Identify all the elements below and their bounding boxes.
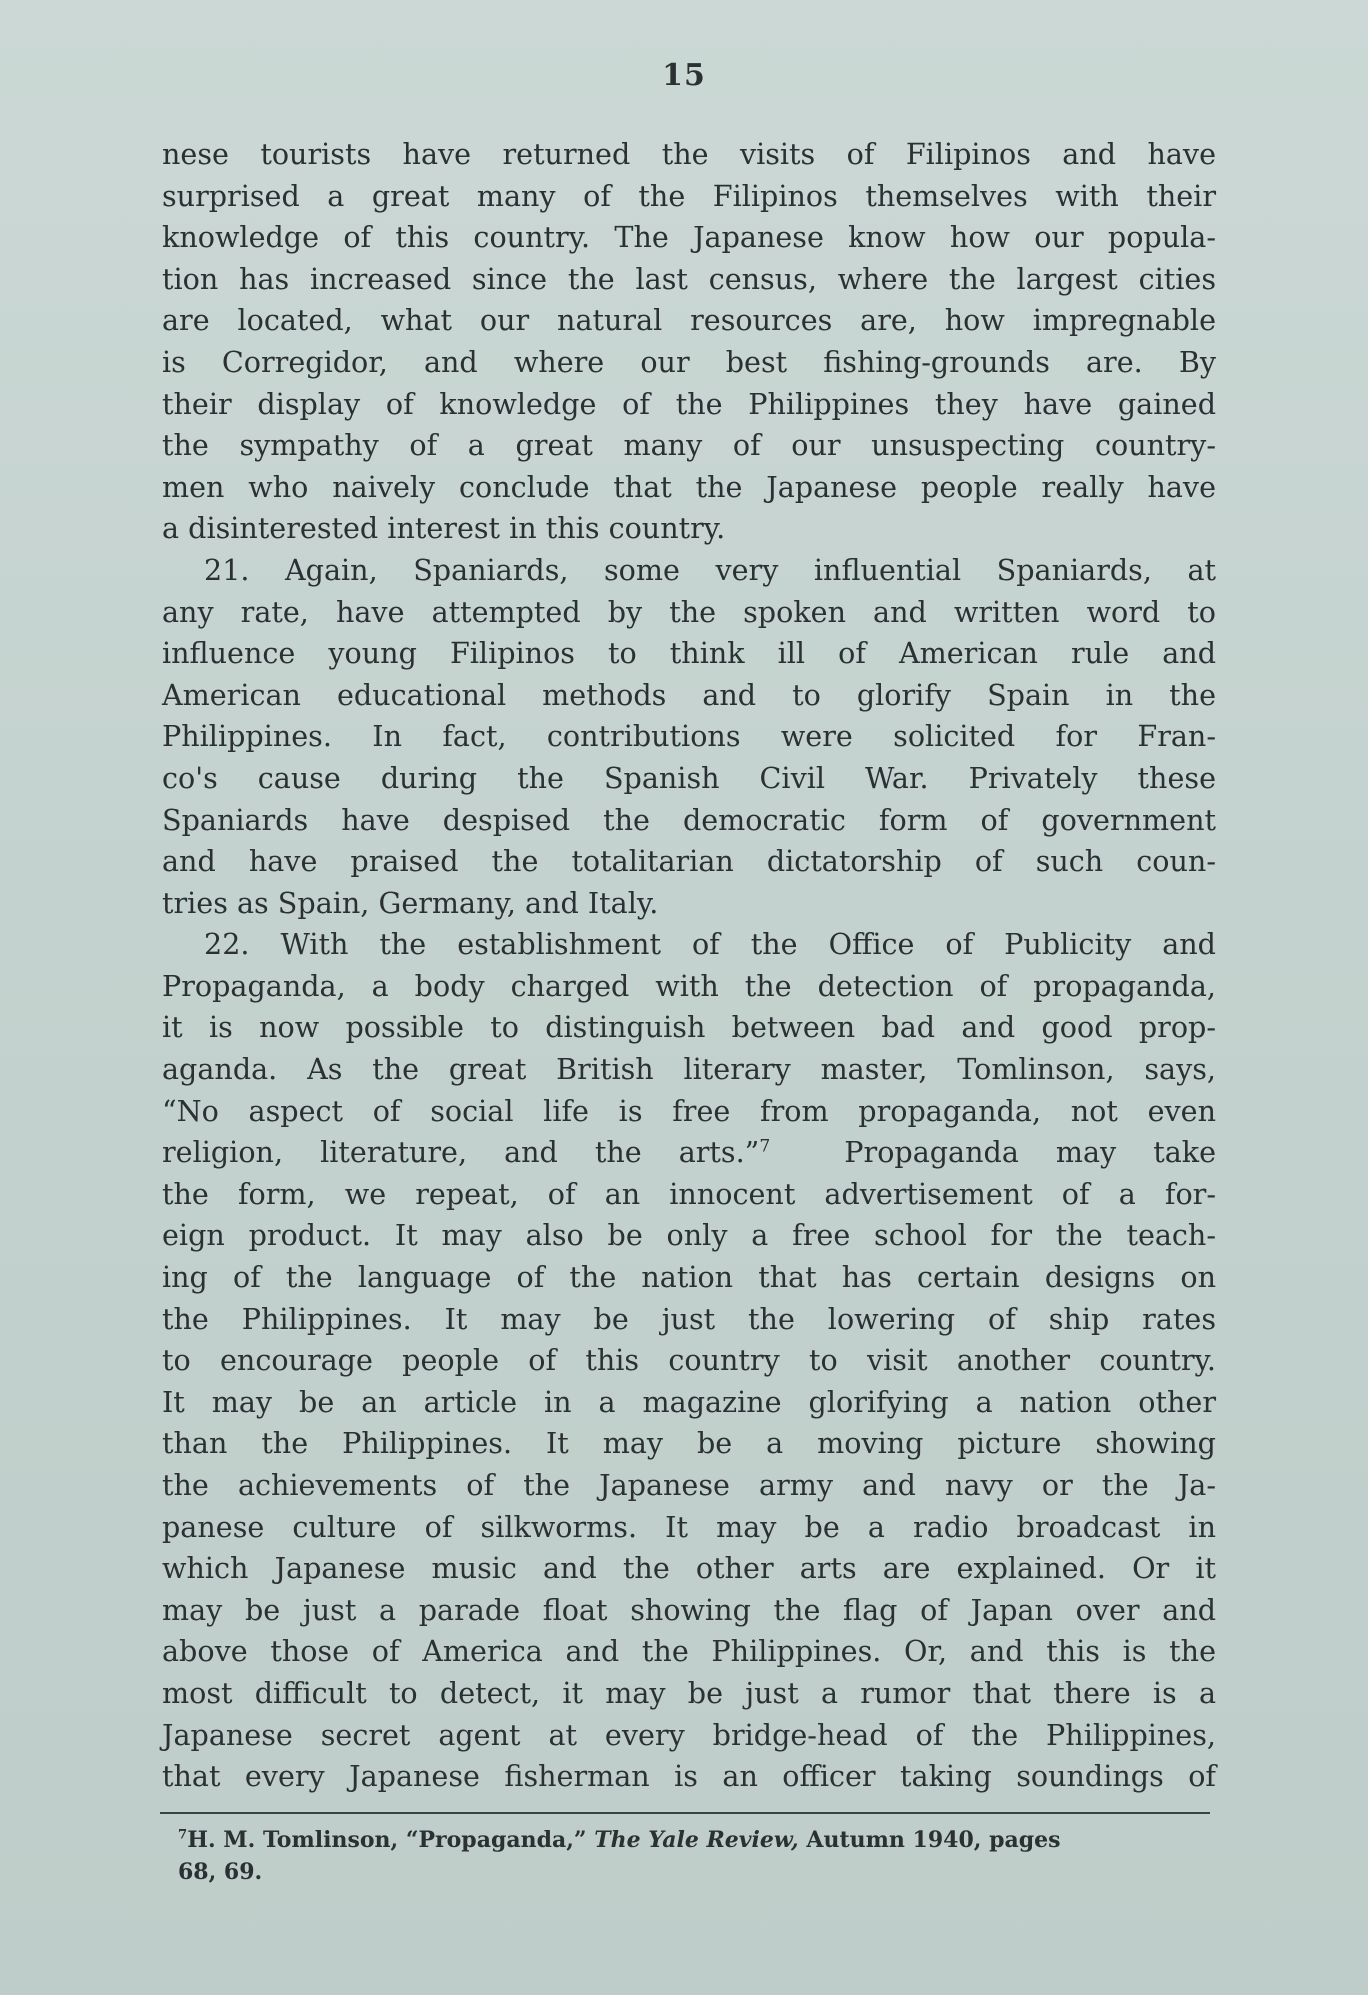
text-line: men who naively conclude that the Japanese people really have bbox=[162, 469, 1216, 504]
text-line: that every Japanese fisherman is an officer taking soundings of bbox=[162, 1759, 1216, 1794]
text-line: panese culture of silkworms. It may be a radio broadcast in bbox=[162, 1509, 1216, 1544]
text-line: ing of the language of the nation that has certain designs on bbox=[162, 1260, 1216, 1295]
paragraph-22-start: 22. With the establishment of the Office of Publicity and bbox=[204, 927, 1216, 962]
text-line: it is now possible to distinguish between bad and good prop- bbox=[162, 1010, 1216, 1045]
text-line: above those of America and the Philippines. Or, and this is the bbox=[162, 1634, 1216, 1669]
text-line: the achievements of the Japanese army and navy or the Ja- bbox=[162, 1468, 1216, 1502]
text-line: which Japanese music and the other arts are explained. Or it bbox=[162, 1551, 1216, 1586]
text-line: their display of knowledge of the Philippines they have gained bbox=[162, 386, 1216, 421]
text-line: co's cause during the Spanish Civil War. Privately these bbox=[162, 760, 1216, 795]
footnote-details: Autumn 1940, pages bbox=[806, 1827, 1061, 1853]
footnote-marker: 7 bbox=[178, 1827, 188, 1843]
footnote-reference: 7 bbox=[759, 1136, 771, 1157]
text-line: Philippines. In fact, contributions were solicited for Fran- bbox=[162, 719, 1216, 754]
text-line: and have praised the totalitarian dictatorship of such coun- bbox=[162, 844, 1216, 879]
text-line: eign product. It may also be only a free school for the teach- bbox=[162, 1218, 1216, 1253]
footnote bbox=[178, 1824, 1214, 1888]
footnote-publication: The Yale Review, bbox=[594, 1827, 799, 1853]
text-line: may be just a parade float showing the flag of Japan over and bbox=[162, 1592, 1216, 1627]
text-line: “No aspect of social life is free from propaganda, not even bbox=[162, 1093, 1216, 1128]
text-line: a disinterested interest in this country. bbox=[162, 511, 726, 546]
text-line: the form, we repeat, of an innocent advertisement of a for- bbox=[162, 1176, 1216, 1211]
text-line: tion has increased since the last census, where the largest cities bbox=[162, 261, 1216, 296]
text-line: Spaniards have despised the democratic form of government bbox=[162, 802, 1216, 837]
quote-continuation: Propaganda may take bbox=[844, 1135, 1217, 1170]
text-line: than the Philippines. It may be a moving picture showing bbox=[162, 1426, 1216, 1461]
body-text bbox=[162, 134, 1216, 1798]
text-line: aganda. As the great British literary master, Tomlinson, says, bbox=[162, 1052, 1216, 1087]
quote-text: religion, literature, and the arts.” bbox=[162, 1135, 760, 1170]
text-line: tries as Spain, Germany, and Italy. bbox=[162, 885, 659, 920]
text-line: to encourage people of this country to visit another country. bbox=[162, 1343, 1216, 1378]
footnote-pages: 68, 69. bbox=[178, 1859, 263, 1885]
page-number: 15 bbox=[662, 58, 706, 93]
text-line: American educational methods and to glorify Spain in the bbox=[162, 677, 1216, 712]
text-line: the sympathy of a great many of our unsuspecting country- bbox=[162, 428, 1216, 463]
text-line: knowledge of this country. The Japanese know how our popula- bbox=[162, 220, 1216, 255]
text-line: most difficult to detect, it may be just a rumor that there is a bbox=[162, 1675, 1216, 1710]
footnote-line bbox=[178, 1824, 1214, 1856]
text-line: Propaganda, a body charged with the detection of propaganda, bbox=[162, 968, 1216, 1003]
text-line-with-footnote-ref bbox=[162, 1132, 1216, 1174]
text-line: any rate, have attempted by the spoken and written word to bbox=[162, 594, 1216, 629]
footnote-divider bbox=[160, 1812, 1210, 1814]
text-line: It may be an article in a magazine glorifying a nation other bbox=[162, 1384, 1216, 1419]
text-line: surprised a great many of the Filipinos themselves with their bbox=[162, 178, 1216, 213]
paragraph-21-start: 21. Again, Spaniards, some very influential Spaniards, at bbox=[204, 552, 1216, 587]
text-line: are located, what our natural resources are, how impregnable bbox=[162, 303, 1216, 338]
text-line: Japanese secret agent at every bridge-head of the Philippines, bbox=[162, 1717, 1216, 1752]
text-line: nese tourists have returned the visits of Filipinos and have bbox=[162, 137, 1216, 171]
text-line: is Corregidor, and where our best fishing-grounds are. By bbox=[162, 344, 1216, 379]
text-line: the Philippines. It may be just the lowering of ship rates bbox=[162, 1301, 1216, 1336]
footnote-author: H. M. Tomlinson, “Propaganda,” bbox=[187, 1827, 587, 1853]
text-line: influence young Filipinos to think ill of American rule and bbox=[162, 636, 1216, 671]
